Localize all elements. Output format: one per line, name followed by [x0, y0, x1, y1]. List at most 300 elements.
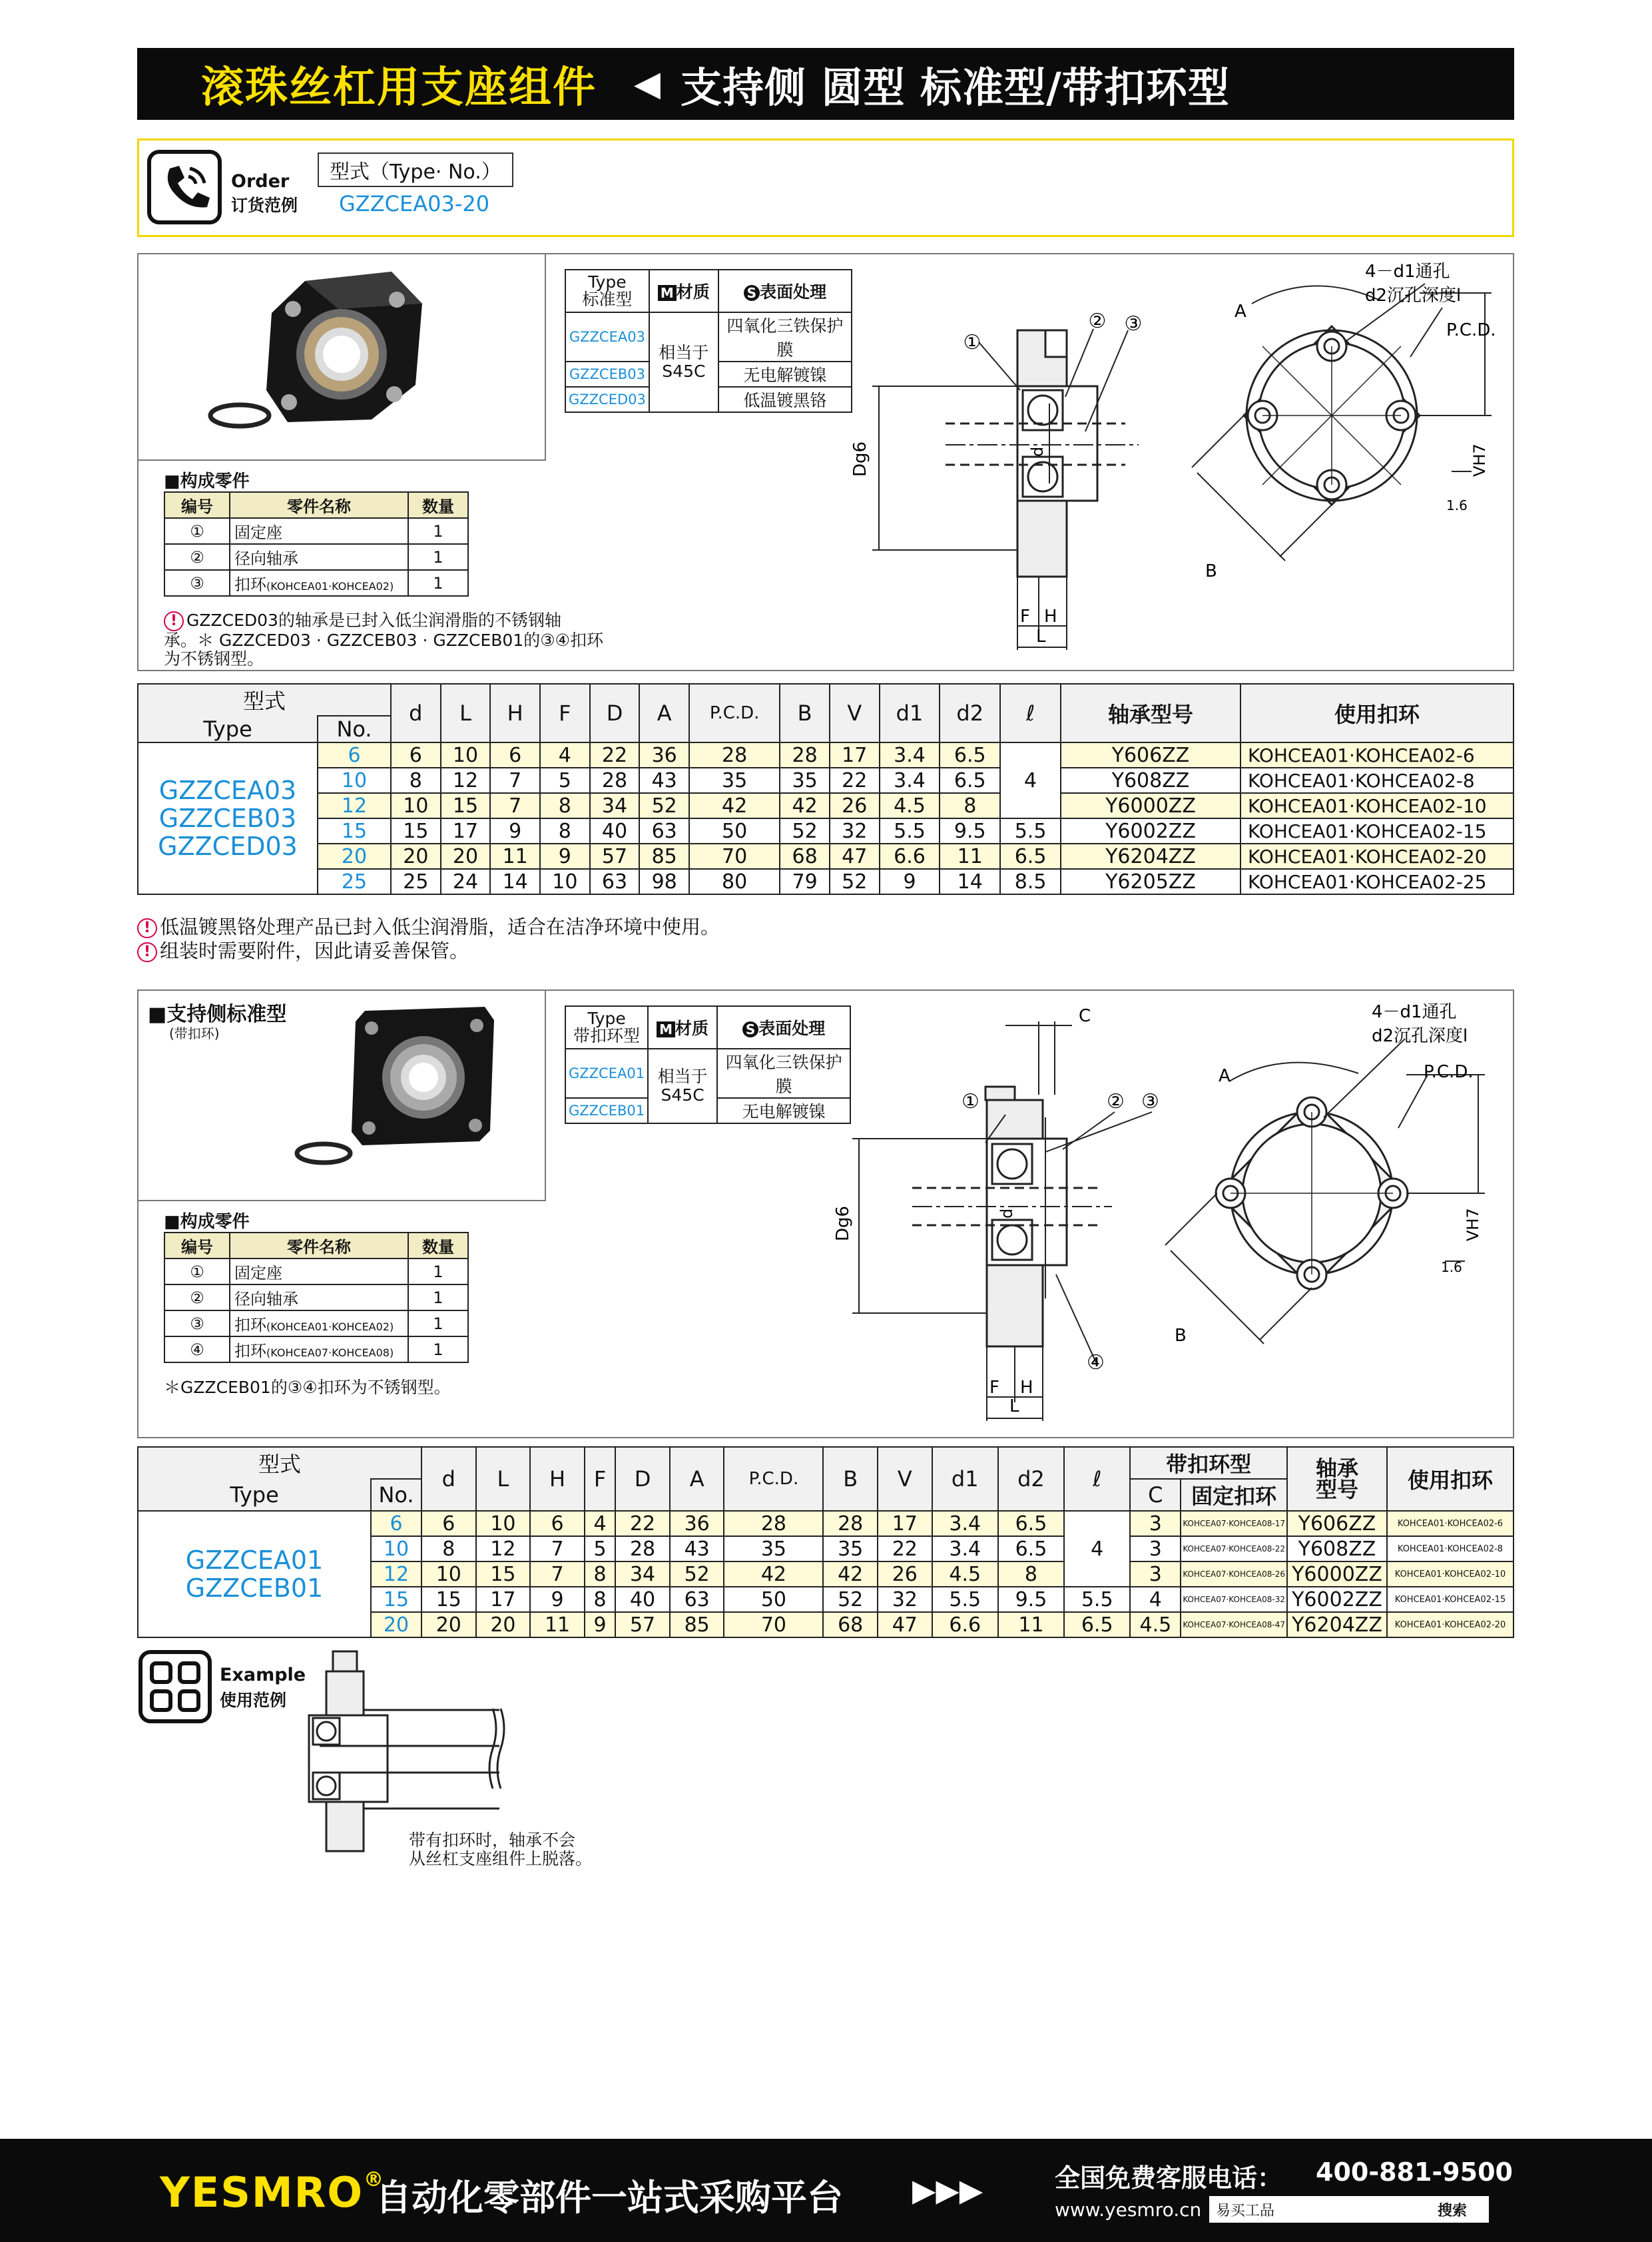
- t1-type: GZZCED03: [158, 832, 298, 861]
- t2-cell: 42: [724, 1561, 823, 1587]
- t2-cell: 28: [724, 1511, 823, 1536]
- drawing2-callout-2: ②: [1107, 1090, 1125, 1113]
- drawing2-V: VH7: [1464, 1208, 1482, 1241]
- t2-cell: 28: [615, 1536, 670, 1561]
- t2-bearing: Y6002ZZ: [1287, 1587, 1387, 1612]
- t2-cell: 8: [421, 1536, 476, 1561]
- t2-cell: 6: [530, 1511, 585, 1536]
- t2-cell: 7: [530, 1561, 585, 1587]
- mat2-material2: S45C: [661, 1085, 704, 1105]
- section2-material-table: [565, 1005, 851, 1124]
- footer-url[interactable]: www.yesmro.cn: [1055, 2199, 1202, 2221]
- t2-cell: 20: [421, 1612, 476, 1637]
- part-no: ②: [164, 544, 230, 570]
- parts2-h-name: 零件名称: [230, 1233, 408, 1259]
- t1-bearing: Y606ZZ: [1061, 742, 1240, 768]
- t1-cell: 47: [830, 844, 880, 869]
- drawing2-C: C: [1079, 1006, 1091, 1026]
- t2-cell: 4.5: [932, 1561, 998, 1587]
- t2-cell: 10: [421, 1561, 476, 1587]
- part-qty: 1: [408, 518, 468, 544]
- part-name-sub: (KOHCEA01·KOHCEA02): [266, 1320, 394, 1333]
- t2-h-no: No.: [371, 1479, 421, 1511]
- drawing1-B: B: [1205, 561, 1217, 581]
- t1-no: 25: [318, 869, 391, 894]
- drawing2-F: F: [989, 1378, 999, 1398]
- t2-bearing: Y6000ZZ: [1287, 1561, 1387, 1587]
- t1-cell: 42: [780, 793, 830, 818]
- material-icon: M: [658, 285, 677, 301]
- t1-h-type-cn: 型式: [138, 684, 391, 716]
- t2-h-col: d1: [932, 1447, 998, 1511]
- t2-cell: 15: [421, 1587, 476, 1612]
- drawing1-V: VH7: [1470, 443, 1489, 477]
- section2-photo: [137, 989, 546, 1201]
- section2-drawing: [833, 995, 1512, 1434]
- t2-cell: 22: [615, 1511, 670, 1536]
- t1-cell: 5: [540, 768, 590, 793]
- mat-h-surf: 表面处理: [760, 282, 827, 302]
- t2-fix: KOHCEA07·KOHCEA08-26: [1181, 1561, 1287, 1587]
- section1-note-line3: 为不锈钢型。: [164, 649, 264, 669]
- t2-no: 10: [371, 1536, 421, 1561]
- t2-cell: 15: [476, 1561, 531, 1587]
- t2-cell: 17: [878, 1511, 932, 1536]
- warning-icon: !: [137, 918, 157, 938]
- t1-cell: 7: [490, 768, 540, 793]
- order-label-cn: 订货范例: [231, 196, 298, 215]
- drawing2-pcd: P.C.D.: [1424, 1062, 1474, 1082]
- t2-cell: 36: [670, 1511, 724, 1536]
- mat2-material: 相当于: [657, 1067, 708, 1086]
- t1-type: GZZCEB03: [158, 804, 297, 833]
- t1-cell: 6.6: [880, 844, 940, 869]
- brand-name: YESMRO: [160, 2168, 364, 2217]
- spec-table-2: [137, 1446, 1514, 1638]
- t1-cell: 6: [391, 742, 441, 768]
- drawing1-pcd: P.C.D.: [1446, 320, 1496, 340]
- t1-cell: 8: [540, 818, 590, 844]
- t1-cell: 52: [780, 818, 830, 844]
- part-no: ④: [164, 1336, 230, 1362]
- footer-arrows-icon: ▶▶▶: [912, 2172, 983, 2208]
- t2-cell: 6.6: [932, 1612, 998, 1637]
- t2-cell: 11: [530, 1612, 585, 1637]
- t1-cell: 8: [940, 793, 1000, 818]
- t1-cell: 15: [391, 818, 441, 844]
- t2-cell: 9.5: [998, 1587, 1064, 1612]
- t2-h-col: F: [585, 1447, 615, 1511]
- t2-cell: 47: [878, 1612, 932, 1637]
- t2-cell: 26: [878, 1561, 932, 1587]
- t2-cell: 22: [878, 1536, 932, 1561]
- drawing2-d: d: [997, 1208, 1016, 1219]
- search-box[interactable]: [1209, 2196, 1489, 2223]
- t1-h-col: H: [490, 684, 540, 742]
- t2-cell: 17: [476, 1587, 531, 1612]
- t1-h-col: P.C.D.: [689, 684, 780, 742]
- parts2-h-no: 编号: [164, 1233, 230, 1259]
- parts-h-name: 零件名称: [230, 492, 408, 518]
- t2-cell: 8: [998, 1561, 1064, 1587]
- t1-cell: 57: [590, 844, 640, 869]
- t2-h-fix: 固定扣环: [1181, 1479, 1287, 1511]
- mat2-h-type: Type: [587, 1009, 626, 1028]
- t1-cell: 24: [441, 869, 491, 894]
- drawing2-A: A: [1219, 1066, 1231, 1086]
- page-title: 滚珠丝杠用支座组件: [201, 63, 597, 113]
- t1-cell: 3.4: [880, 742, 940, 768]
- t1-cell: 7: [490, 793, 540, 818]
- drawing2-H: H: [1020, 1378, 1033, 1398]
- t2-cell: 8: [585, 1587, 615, 1612]
- t1-cell: 8: [540, 793, 590, 818]
- mat2-surface-2: 无电解镀镍: [717, 1098, 850, 1123]
- t2-bearing: Y608ZZ: [1287, 1536, 1387, 1561]
- t2-h-col: L: [476, 1447, 531, 1511]
- t2-h-col: B: [823, 1447, 878, 1511]
- t2-h-col: D: [615, 1447, 670, 1511]
- t1-cell: 25: [391, 869, 441, 894]
- section1-note-line2: 承。＊ GZZCED03 · GZZCEB03 · GZZCEB01的③④扣环: [164, 631, 604, 650]
- t1-h-col: D: [590, 684, 640, 742]
- flange-ring-photo-icon: [138, 991, 545, 1200]
- t1-cell: 43: [639, 768, 689, 793]
- t1-cell: 63: [590, 869, 640, 894]
- mat-surface-1: 四氧化三铁保护膜: [718, 312, 852, 362]
- search-input[interactable]: 易买工品: [1216, 2202, 1275, 2219]
- part-name: 扣环: [234, 1316, 266, 1334]
- t2-type: GZZCEA01: [185, 1545, 324, 1575]
- section1-note-line1: GZZCED03的轴承是已封入低尘润滑脂的不锈钢轴: [186, 611, 561, 630]
- t1-cell: 32: [830, 818, 880, 844]
- t2-no: 20: [371, 1612, 421, 1637]
- drawing2-rough: 1.6: [1441, 1259, 1462, 1275]
- drawing2-L: L: [1009, 1396, 1019, 1416]
- drawing1-rough: 1.6: [1446, 497, 1468, 513]
- t1-cell: 98: [639, 869, 689, 894]
- part-name: 固定座: [230, 1259, 408, 1284]
- parts2-h-qty: 数量: [408, 1233, 468, 1259]
- t2-bearing: Y606ZZ: [1287, 1511, 1387, 1536]
- t1-cell: 4: [540, 742, 590, 768]
- drawing1-D: Dg6: [850, 441, 870, 477]
- search-button[interactable]: 搜索: [1437, 2202, 1467, 2219]
- mat2-h-surf: 表面处理: [758, 1019, 826, 1038]
- t2-cell: 11: [998, 1612, 1064, 1637]
- drawing1-H: H: [1044, 607, 1057, 627]
- t1-cell: 52: [639, 793, 689, 818]
- t2-cell: 63: [670, 1587, 724, 1612]
- t1-h-col: F: [540, 684, 590, 742]
- t2-ring: KOHCEA01·KOHCEA02-15: [1387, 1587, 1514, 1612]
- mat2-surface-1: 四氧化三铁保护膜: [717, 1049, 850, 1098]
- drawing1-d: d: [1028, 446, 1047, 457]
- t2-cell: 6.5: [1064, 1612, 1130, 1637]
- t1-h-col: d1: [880, 684, 940, 742]
- drawing2-counter: d2沉孔深度l: [1372, 1026, 1468, 1046]
- t2-h-col: P.C.D.: [724, 1447, 823, 1511]
- part-qty: 1: [408, 570, 468, 596]
- t2-cell: 4: [585, 1511, 615, 1536]
- section1-photo: [137, 253, 546, 461]
- t1-cell: 9: [880, 869, 940, 894]
- t2-h-type-en: Type: [138, 1479, 371, 1511]
- t2-C: 3: [1130, 1511, 1181, 1536]
- t1-cell: 79: [780, 869, 830, 894]
- order-label-en: Order: [231, 171, 290, 192]
- t1-cell: 63: [639, 818, 689, 844]
- t2-C: 3: [1130, 1536, 1181, 1561]
- t1-h-col: ℓ: [1000, 684, 1061, 742]
- example-caption-1: 带有扣环时，轴承不会: [409, 1830, 576, 1850]
- t2-cell: 85: [670, 1612, 724, 1637]
- t2-cell: 3.4: [932, 1536, 998, 1561]
- t1-cell: 12: [441, 768, 491, 793]
- warning-icon: !: [137, 942, 157, 962]
- t1-h-no: No.: [318, 716, 391, 742]
- parts-h-no: 编号: [164, 492, 230, 518]
- t2-cell: 12: [476, 1536, 531, 1561]
- surface-icon: S: [742, 1021, 758, 1037]
- t1-no: 6: [318, 742, 391, 768]
- drawing1-A: A: [1235, 302, 1246, 322]
- order-example-box: [137, 139, 1514, 237]
- mat-surface-2: 无电解镀镍: [718, 362, 852, 387]
- t1-cell: 35: [780, 768, 830, 793]
- title-bar: [137, 48, 1514, 120]
- t2-cell: 20: [476, 1612, 531, 1637]
- t1-ring: KOHCEA01·KOHCEA02-20: [1240, 844, 1514, 869]
- t2-cell: 52: [670, 1561, 724, 1587]
- brand-logo: [160, 2168, 385, 2217]
- t1-cell: 6: [490, 742, 540, 768]
- mat-h-type-sub: 标准型: [582, 290, 633, 309]
- part-qty: 1: [408, 544, 468, 570]
- surface-icon: S: [744, 285, 760, 301]
- mat-surface-3: 低温镀黑铬: [718, 387, 852, 412]
- t2-ring: KOHCEA01·KOHCEA02-20: [1387, 1612, 1514, 1637]
- t1-cell: 40: [590, 818, 640, 844]
- t1-cell: 52: [830, 869, 880, 894]
- drawing2-callout-4: ④: [1087, 1351, 1105, 1374]
- t1-cell: 34: [590, 793, 640, 818]
- t1-h-col: 轴承型号: [1061, 684, 1240, 742]
- t1-h-col: 使用扣环: [1240, 684, 1514, 742]
- part-name-sub: (KOHCEA01·KOHCEA02): [266, 580, 394, 593]
- t1-cell: 17: [830, 742, 880, 768]
- t1-h-col: d2: [940, 684, 1000, 742]
- mid-note-2: 组装时需要附件，因此请妥善保管。: [160, 940, 469, 962]
- t1-cell: 28: [689, 742, 780, 768]
- example-caption-2: 从丝杠支座组件上脱落。: [409, 1849, 593, 1868]
- drawing2-B: B: [1175, 1326, 1187, 1346]
- spec-table-1: [137, 683, 1514, 895]
- t2-cell: 35: [724, 1536, 823, 1561]
- part-name-sub: (KOHCEA07·KOHCEA08): [266, 1346, 394, 1359]
- mid-note-1: 低温镀黑铬处理产品已封入低尘润滑脂，适合在洁净环境中使用。: [160, 916, 720, 938]
- t2-h-use: 使用扣环: [1387, 1447, 1514, 1511]
- drawing1-hole: 4－d1通孔: [1365, 262, 1450, 282]
- t1-cell: 11: [940, 844, 1000, 869]
- material-icon: M: [657, 1021, 675, 1037]
- t1-bearing: Y608ZZ: [1061, 768, 1240, 793]
- t2-cell: 52: [823, 1587, 878, 1612]
- t2-cell: 28: [823, 1511, 878, 1536]
- hotline-number[interactable]: 400-881-9500: [1316, 2157, 1513, 2187]
- t2-bearing: Y6204ZZ: [1287, 1612, 1387, 1637]
- t2-h-bearing2: 型号: [1315, 1477, 1358, 1502]
- t2-no: 6: [371, 1511, 421, 1536]
- mat2-h-type-sub: 带扣环型: [573, 1026, 641, 1045]
- t2-h-type-cn: 型式: [138, 1447, 421, 1479]
- t1-cell: 9: [540, 844, 590, 869]
- section2-title: ■支持侧标准型: [148, 1003, 287, 1026]
- part-qty: 1: [408, 1284, 468, 1310]
- t1-cell: 70: [689, 844, 780, 869]
- t2-cell: 8: [585, 1561, 615, 1587]
- t1-cell: 5.5: [1000, 818, 1061, 844]
- t1-cell: 28: [590, 768, 640, 793]
- t2-fix: KOHCEA07·KOHCEA08-47: [1181, 1612, 1287, 1637]
- part-name: 扣环: [234, 575, 266, 594]
- mat-material: 相当于: [659, 343, 709, 362]
- order-example-code: GZZCEA03-20: [339, 191, 490, 216]
- example-label-cn: 使用范例: [220, 1691, 287, 1710]
- drawing1-L: L: [1036, 627, 1046, 647]
- order-type-label: 型式（Type· No.）: [318, 152, 513, 187]
- t1-cell: 20: [391, 844, 441, 869]
- drawing2-callout-1: ①: [962, 1090, 979, 1113]
- t2-cell: 35: [823, 1536, 878, 1561]
- t2-h-bearing: 轴承: [1315, 1456, 1358, 1481]
- t1-bearing: Y6000ZZ: [1061, 793, 1240, 818]
- t2-cell: 32: [878, 1587, 932, 1612]
- brand-reg: ®: [364, 2168, 386, 2191]
- t2-C: 4.5: [1130, 1612, 1181, 1637]
- t2-ring: KOHCEA01·KOHCEA02-6: [1387, 1511, 1514, 1536]
- t1-cell: 14: [940, 869, 1000, 894]
- t2-cell: 42: [823, 1561, 878, 1587]
- part-qty: 1: [408, 1310, 468, 1336]
- t1-cell: 35: [689, 768, 780, 793]
- section2-parts-table: [164, 1232, 469, 1363]
- drawing1-callout-2: ②: [1088, 310, 1107, 333]
- t1-h-col: B: [780, 684, 830, 742]
- t1-no: 12: [318, 793, 391, 818]
- t1-cell: 85: [639, 844, 689, 869]
- t1-cell: 22: [590, 742, 640, 768]
- t2-h-col: d2: [998, 1447, 1064, 1511]
- t1-ring: KOHCEA01·KOHCEA02-6: [1240, 742, 1514, 768]
- drawing2-callout-3: ③: [1141, 1090, 1159, 1113]
- mat2-type-2: GZZCEB01: [565, 1098, 648, 1123]
- section1-parts-title: ■构成零件: [164, 471, 250, 491]
- t2-h-col: ℓ: [1064, 1447, 1130, 1511]
- t2-cell: 70: [724, 1612, 823, 1637]
- t1-cell: 8.5: [1000, 869, 1061, 894]
- t1-h-col: A: [639, 684, 689, 742]
- t2-cell: 5.5: [932, 1587, 998, 1612]
- section2-parts-title: ■构成零件: [164, 1212, 250, 1232]
- t1-cell: 4.5: [880, 793, 940, 818]
- phone-icon: [147, 150, 222, 224]
- part-no: ③: [164, 570, 230, 596]
- t1-cell: 6.5: [1000, 844, 1061, 869]
- t1-cell: 10: [441, 742, 491, 768]
- t1-cell: 6.5: [940, 768, 1000, 793]
- section1-note: [164, 611, 603, 669]
- t1-cell: 8: [391, 768, 441, 793]
- t2-cell: 6.5: [998, 1511, 1064, 1536]
- t1-cell: 14: [490, 869, 540, 894]
- t1-cell: 36: [639, 742, 689, 768]
- t1-l-merged: 4: [1000, 742, 1061, 818]
- part-qty: 1: [408, 1336, 468, 1362]
- t1-ring: KOHCEA01·KOHCEA02-10: [1240, 793, 1514, 818]
- drawing1-F: F: [1020, 607, 1030, 627]
- part-no: ①: [164, 518, 230, 544]
- t1-ring: KOHCEA01·KOHCEA02-8: [1240, 768, 1514, 793]
- t2-cell: 34: [615, 1561, 670, 1587]
- t1-cell: 80: [689, 869, 780, 894]
- t2-no: 15: [371, 1587, 421, 1612]
- t1-cell: 9: [490, 818, 540, 844]
- t1-cell: 68: [780, 844, 830, 869]
- t1-cell: 11: [490, 844, 540, 869]
- footer-slogan: 自动化零部件一站式采购平台: [376, 2177, 843, 2219]
- t1-cell: 42: [689, 793, 780, 818]
- t2-h-C: C: [1130, 1479, 1181, 1511]
- t1-bearing: Y6204ZZ: [1061, 844, 1240, 869]
- t2-cell: 50: [724, 1587, 823, 1612]
- part-name: 扣环: [234, 1342, 266, 1360]
- t2-cell: 43: [670, 1536, 724, 1561]
- t1-cell: 5.5: [880, 818, 940, 844]
- t2-cell: 9: [530, 1587, 585, 1612]
- section1-drawing: [846, 257, 1512, 667]
- part-name: 径向轴承: [230, 544, 408, 570]
- grid-icon: [138, 1650, 212, 1723]
- t2-l-merged: 4: [1064, 1511, 1130, 1587]
- warning-icon: !: [164, 611, 184, 631]
- t2-cell: 5: [585, 1536, 615, 1561]
- mid-notes: [137, 915, 720, 963]
- part-name: 固定座: [230, 518, 408, 544]
- t2-cell: 6: [421, 1511, 476, 1536]
- mat2-type-1: GZZCEA01: [565, 1049, 648, 1098]
- t2-C: 4: [1130, 1587, 1181, 1612]
- t2-C: 3: [1130, 1561, 1181, 1587]
- t2-cell: 40: [615, 1587, 670, 1612]
- t1-cell: 6.5: [940, 742, 1000, 768]
- t1-cell: 26: [830, 793, 880, 818]
- drawing1-counter: d2沉孔深度l: [1365, 286, 1462, 306]
- t2-cell: 5.5: [1064, 1587, 1130, 1612]
- footer: [0, 2139, 1652, 2242]
- t2-type: GZZCEB01: [185, 1573, 324, 1603]
- t1-cell: 20: [441, 844, 491, 869]
- example-caption: [409, 1831, 592, 1868]
- t2-h-col: V: [878, 1447, 932, 1511]
- section1-material-table: [565, 269, 852, 413]
- t1-cell: 15: [441, 793, 491, 818]
- t1-no: 20: [318, 844, 391, 869]
- t2-cell: 9: [585, 1612, 615, 1637]
- mat-type-3: GZZCED03: [565, 387, 649, 412]
- t2-fix: KOHCEA07·KOHCEA08-17: [1181, 1511, 1287, 1536]
- part-no: ①: [164, 1259, 230, 1284]
